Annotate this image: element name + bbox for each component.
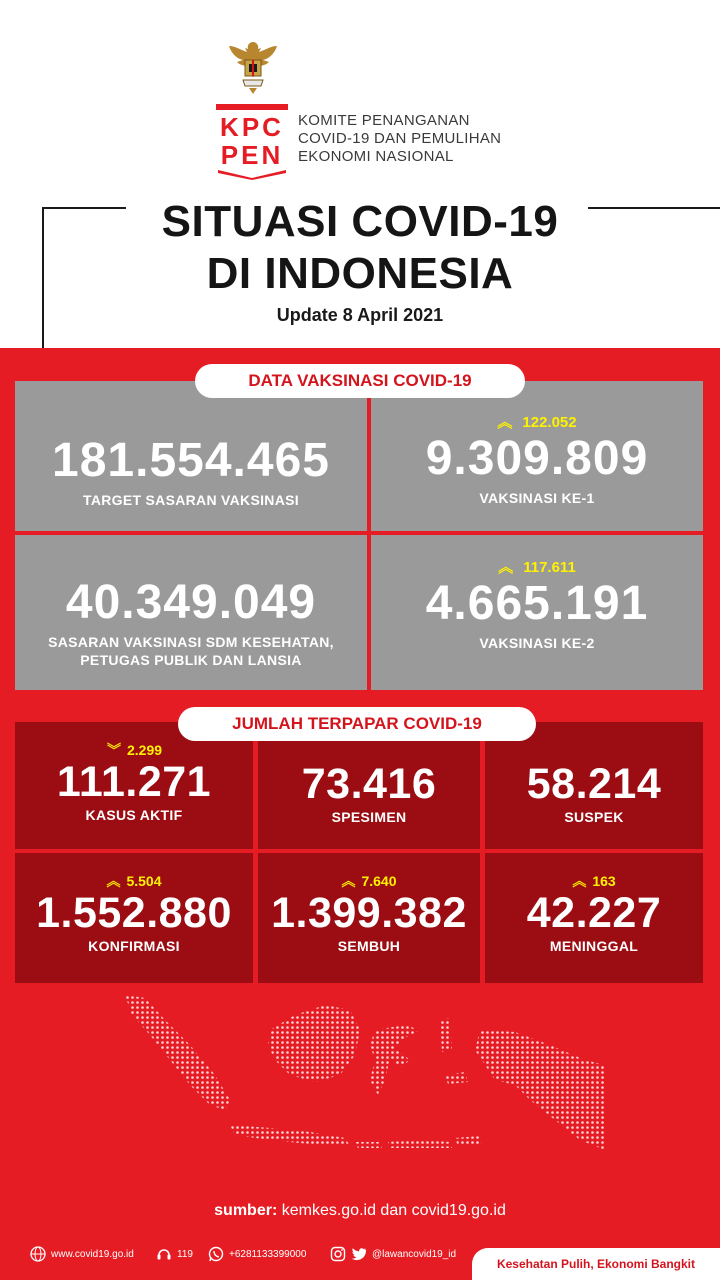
recovered-delta-value: 7.640 [361, 873, 397, 889]
vaccination-heading: DATA VAKSINASI COVID-19 [195, 364, 525, 398]
active-cases-card [15, 722, 253, 849]
chevron-up-icon: ︽ [106, 873, 121, 889]
dose1-delta [371, 414, 703, 432]
priority-label-line2: PETUGAS PUBLIK DAN LANSIA [80, 652, 302, 668]
dose2-delta-value: 117.611 [523, 559, 576, 576]
deaths-delta [485, 873, 703, 889]
instagram-icon [330, 1246, 346, 1262]
chevron-up-icon: ︽ [341, 873, 356, 889]
vaccination-target-label: TARGET SASARAN VAKSINASI [83, 492, 299, 508]
vaccination-dose1-card [371, 381, 703, 531]
page-title [0, 196, 720, 300]
dose1-label: VAKSINASI KE-1 [479, 490, 595, 506]
logo-letters-row2: PEN [220, 140, 284, 170]
chevron-up-icon: ︽ [498, 559, 514, 576]
confirmed-value: 1.552.880 [36, 889, 232, 937]
footer-whatsapp[interactable] [208, 1246, 306, 1262]
footer-hotline-text: 119 [177, 1248, 193, 1260]
dose2-label: VAKSINASI KE-2 [479, 635, 595, 651]
logo-text [298, 112, 501, 166]
chevron-down-icon: ︾ [107, 742, 121, 758]
recovered-delta [258, 873, 480, 889]
deaths-card [485, 853, 703, 983]
chevron-up-icon: ︽ [572, 873, 587, 889]
logo-text-line: COVID-19 DAN PEMULIHAN [298, 130, 502, 147]
recovered-card [258, 853, 480, 983]
recovered-value: 1.399.382 [271, 889, 467, 937]
dose2-delta [371, 559, 703, 577]
confirmed-delta-value: 5.504 [126, 873, 162, 889]
whatsapp-icon [208, 1246, 224, 1262]
vaccination-target-value: 181.554.465 [52, 434, 330, 487]
logo-text-line: KOMITE PENANGANAN [298, 112, 470, 129]
source-prefix: sumber: [214, 1202, 278, 1219]
deaths-value: 42.227 [526, 889, 662, 937]
dose1-value: 9.309.809 [425, 432, 649, 485]
kpc-pen-logo [216, 104, 288, 180]
headset-icon [156, 1246, 172, 1262]
priority-value: 40.349.049 [65, 576, 317, 629]
chevron-up-icon: ︽ [497, 414, 513, 431]
suspect-value: 58.214 [526, 760, 662, 808]
active-delta [15, 742, 253, 758]
specimen-card [258, 722, 480, 849]
title-line2: DI INDONESIA [206, 249, 514, 298]
vaccination-target-card [15, 381, 367, 531]
footer-social[interactable] [330, 1246, 456, 1262]
priority-label-line1: SASARAN VAKSINASI SDM KESEHATAN, [48, 634, 334, 650]
footer-website[interactable] [30, 1246, 134, 1262]
source-text: kemkes.go.id dan covid19.go.id [277, 1202, 506, 1219]
exposure-heading: JUMLAH TERPAPAR COVID-19 [178, 707, 536, 741]
logo-letters-row1: KPC [220, 112, 284, 142]
active-value: 111.271 [56, 758, 212, 806]
footer-social-text: @lawancovid19_id [372, 1248, 457, 1260]
footer-whatsapp-text: +6281133399000 [229, 1248, 307, 1260]
confirmed-delta [15, 873, 253, 889]
suspect-card [485, 722, 703, 849]
deaths-label: MENINGGAL [549, 938, 639, 954]
twitter-icon [351, 1246, 367, 1262]
suspect-label: SUSPEK [564, 809, 624, 825]
confirmed-card [15, 853, 253, 983]
source-note [0, 1202, 720, 1220]
recovered-label: SEMBUH [337, 938, 401, 954]
vaccination-priority-card [15, 535, 367, 690]
logo-text-line: EKONOMI NASIONAL [298, 148, 454, 165]
title-line1: SITUASI COVID-19 [161, 197, 559, 246]
dose2-value: 4.665.191 [425, 577, 649, 630]
specimen-label: SPESIMEN [331, 809, 407, 825]
dose1-delta-value: 122.052 [522, 414, 577, 431]
update-date: Update 8 April 2021 [276, 305, 444, 325]
footer-slogan: Kesehatan Pulih, Ekonomi Bangkit [472, 1248, 720, 1280]
globe-icon [30, 1246, 46, 1262]
active-delta-value: 2.299 [127, 742, 163, 758]
footer-website-text: www.covid19.go.id [51, 1248, 134, 1260]
footer-hotline[interactable] [156, 1246, 193, 1262]
indonesia-map-illustration [120, 990, 610, 1175]
garuda-emblem-icon [225, 38, 281, 96]
deaths-delta-value: 163 [592, 873, 616, 889]
specimen-value: 73.416 [301, 760, 437, 808]
active-label: KASUS AKTIF [85, 807, 183, 823]
confirmed-label: KONFIRMASI [88, 938, 180, 954]
vaccination-dose2-card [371, 535, 703, 690]
